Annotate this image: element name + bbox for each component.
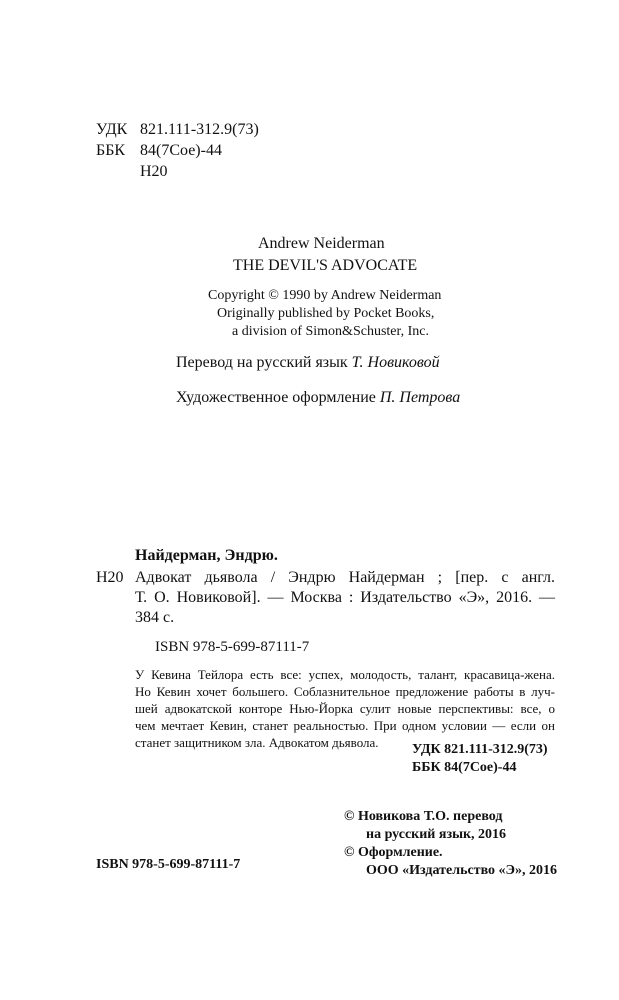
author-sign-top: Н20: [140, 163, 168, 180]
original-author: Andrew Neiderman: [258, 235, 385, 252]
annotation-line-3: шей адвокатской конторе Нью-Йорка сулит новые перспективы: все, о: [135, 701, 555, 716]
annotation-line-2: Но Кевин хочет большего. Соблазнительное предложение работы в луч-: [135, 684, 555, 699]
footer-copyright-line-1: © Новикова Т.О. перевод: [344, 809, 503, 824]
annotation-line-5: станет защитником зла. Адвокатом дьявола.: [135, 735, 379, 750]
footer-copyright-line-2: на русский язык, 2016: [366, 827, 507, 842]
original-title: THE DEVIL'S ADVOCATE: [233, 257, 418, 274]
bbk-value: 84(7Сое)-44: [140, 142, 222, 159]
designer-name: П. Петрова: [379, 389, 461, 406]
copyright-line-3: a division of Simon&Schuster, Inc.: [232, 324, 429, 339]
copyright-line-1: Copyright © 1990 by Andrew Neiderman: [208, 288, 442, 303]
catalog-heading: Найдерман, Эндрю.: [135, 547, 278, 564]
design-prefix: Художественное оформление: [176, 389, 376, 406]
translation-credit: [176, 354, 440, 372]
catalog-description-line-1: Адвокат дьявола / Эндрю Найдерман ; [пер. с англ.: [135, 569, 555, 586]
translator-name: Т. Новиковой: [351, 354, 440, 371]
annotation-line-1: У Кевина Тейлора есть все: успех, молодость, талант, красавица-жена.: [135, 667, 555, 682]
udk-label: УДК: [96, 121, 128, 138]
annotation-line-4: чем мечтает Кевин, станет реальностью. При одном условии — если он: [135, 718, 555, 733]
bbk-label: ББК: [96, 142, 126, 159]
catalog-description-line-3: 384 с.: [135, 609, 175, 626]
footer-isbn: ISBN 978-5-699-87111-7: [96, 857, 241, 872]
udk-line: [96, 121, 259, 139]
translation-prefix: Перевод на русский язык: [176, 354, 348, 371]
catalog-isbn: ISBN 978-5-699-87111-7: [155, 639, 310, 655]
catalog-bbk: ББК 84(7Сое)-44: [412, 760, 517, 775]
catalog-description-line-2: Т. О. Новиковой]. — Москва : Издательство «Э», 2016. —: [135, 589, 555, 606]
copyright-line-2: Originally published by Pocket Books,: [217, 306, 435, 321]
catalog-author-sign: Н20: [96, 569, 124, 586]
footer-copyright-line-4: ООО «Издательство «Э», 2016: [366, 863, 558, 878]
udk-value: 821.111-312.9(73): [140, 121, 259, 138]
design-credit: [176, 389, 460, 407]
catalog-udk: УДК 821.111-312.9(73): [412, 742, 548, 757]
bbk-line: [96, 142, 222, 160]
footer-copyright-line-3: © Оформление.: [344, 845, 443, 860]
